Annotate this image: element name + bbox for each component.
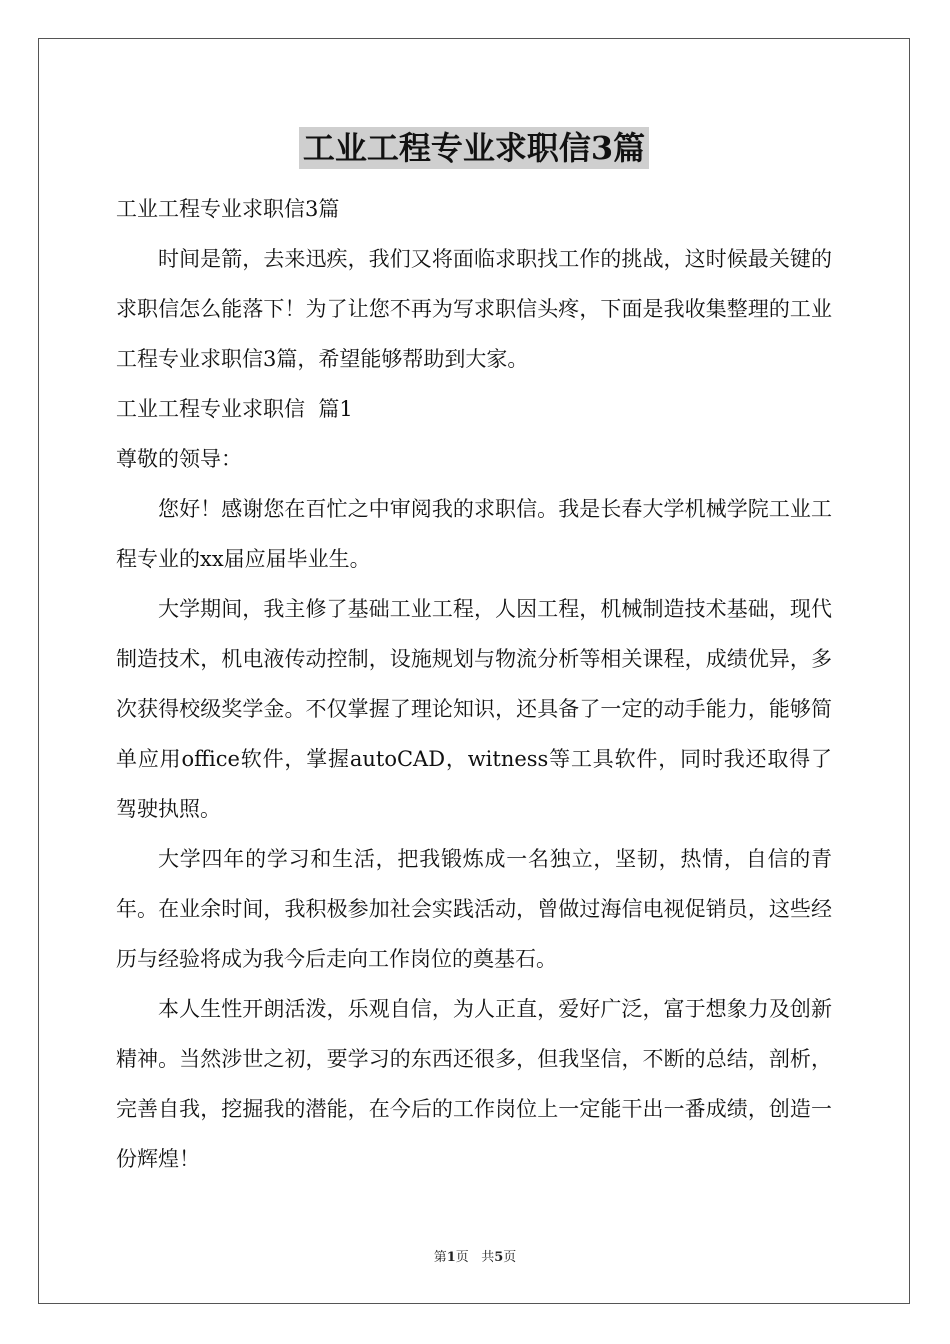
page-suffix: 页 xyxy=(455,1250,469,1265)
total-suffix: 页 xyxy=(503,1250,517,1265)
document-body xyxy=(116,120,832,1184)
section-heading: 工业工程专业求职信 篇1 xyxy=(116,397,353,421)
page-footer xyxy=(0,1246,950,1265)
document-title xyxy=(116,120,832,176)
total-prefix: 共 xyxy=(481,1250,495,1265)
page-total: 5 xyxy=(494,1250,504,1265)
letter-paragraph-3: 大学四年的学习和生活，把我锻炼成一名独立，坚韧，热情，自信的青年。在业余时间，我积极参加社会实践活动，曾做过海信电视促销员，这些经历与经验将成为我今后走向工作岗位的奠基石。 xyxy=(116,847,832,971)
subtitle-line: 工业工程专业求职信3篇 xyxy=(116,197,340,221)
letter-paragraph-2: 大学期间，我主修了基础工业工程，人因工程，机械制造技术基础，现代制造技术，机电液传动控制，设施规划与物流分析等相关课程，成绩优异，多次获得校级奖学金。不仅掌握了理论知识，还具备了一定的动手能力，能够简单应用office软件，掌握autoCAD，witness等工具软件，同时我还取得了驾驶执照。 xyxy=(116,597,832,821)
page-prefix: 第 xyxy=(433,1250,447,1265)
document-title-text: 工业工程专业求职信3篇 xyxy=(299,127,649,169)
letter-paragraph-4: 本人生性开朗活泼，乐观自信，为人正直，爱好广泛，富于想象力及创新精神。当然涉世之初，要学习的东西还很多，但我坚信，不断的总结，剖析，完善自我，挖掘我的潜能，在今后的工作岗位上一定能干出一番成绩，创造一份辉煌！ xyxy=(116,997,832,1171)
salutation: 尊敬的领导： xyxy=(116,447,242,471)
intro-paragraph: 时间是箭，去来迅疾，我们又将面临求职找工作的挑战，这时候最关键的求职信怎么能落下！为了让您不再为写求职信头疼，下面是我收集整理的工业工程专业求职信3篇，希望能够帮助到大家。 xyxy=(116,247,832,371)
letter-paragraph-1: 您好！感谢您在百忙之中审阅我的求职信。我是长春大学机械学院工业工程专业的xx届应届毕业生。 xyxy=(116,497,832,571)
page-current: 1 xyxy=(446,1250,456,1265)
